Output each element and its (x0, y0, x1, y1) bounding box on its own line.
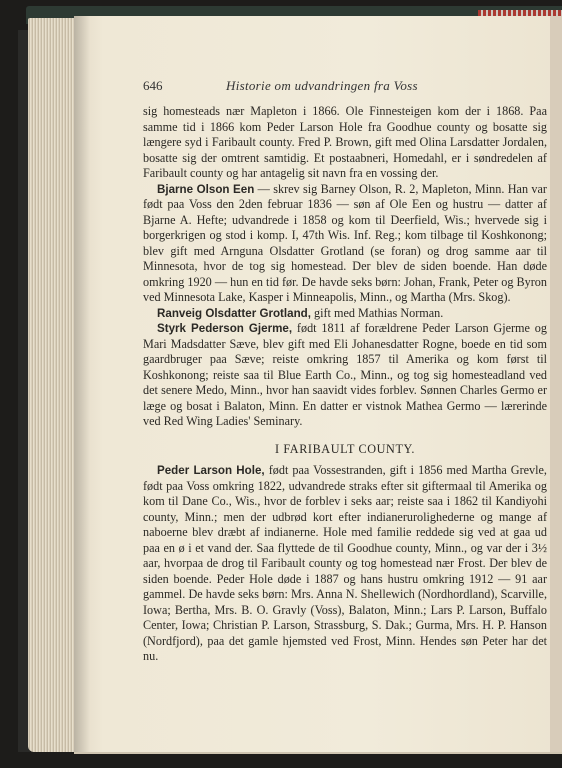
paragraph-text: — skrev sig Barney Olson, R. 2, Mapleton, Minn. Han var født paa Voss den 2den februar 1836 — søn af Ole Een og hustru — datter af Bjarne A. Hefte; udvandrede i 1858 og kom til Deerfield, Wis.; hvervede sig i borgerkrigen og stod i komp. I, 47th Wis. Inf. Reg.; kom tilbage til Koshkonong; blev gift med Arnguna Olsdatter Grotland (se foran) og drog samme aar til Minnesota, hvor de tog sig homestead. Der blev de siden boende. Han døde omkring 1920 — hun en tid før. De havde seks børn: Johan, Frank, Peter og Byron ved Minnesota Lake, Kasper i Minneapolis, Minn., og Martha (Mrs. Skog). (143, 181, 547, 304)
page-number: 646 (143, 78, 163, 93)
paragraph (143, 182, 547, 306)
person-name: Peder Larson Hole, (157, 464, 265, 477)
paragraph-text: født paa Vossestranden, gift i 1856 med Martha Grevle, født paa Voss omkring 1822, udvandrede straks efter sit giftermaal til Amerika og kom til Dane Co., Wis., hvor de forblev i seks aar; reiste saa i 1862 til Kandiyohi county, Minn.; men der udbrød kort efter indianerurolighederne og mange af naboerne blev dræbt af indianerne. Hole med familie reddede sig ved at gaa ud paa en ø i et vand der. Saa flyttede de til Goodhue county, Minn., og var der i 3½ aar, hvorpaa de drog til Faribault county og tog homestead nær Frost. Der blev de siden boende. Peder Hole døde i 1887 og hans hustru omkring 1912 — 91 aar gammel. De havde seks børn: Mrs. Anna N. Shellewich (Nordhordland), Scarville, Iowa; Bertha, Mrs. B. O. Gravly (Voss), Balaton, Minn.; Lars P. Larson, Buffalo Center, Iowa; Christian P. Larson, Strassburg, S. Dak.; Gurma, Mrs. H. P. Hanson (Nordfjord), paa det gamle hjemsted ved Frost, Minn. Hendes søn Peter har det nu. (143, 463, 547, 663)
person-name: Styrk Pederson Gjerme, (157, 322, 293, 335)
paragraph (143, 306, 547, 322)
paragraph (143, 321, 547, 430)
section-title: I FARIBAULT COUNTY. (275, 441, 415, 456)
book-page (74, 16, 562, 754)
page-edges (28, 18, 78, 752)
paragraph (143, 463, 547, 665)
next-page-edge (550, 16, 562, 752)
body-text (143, 104, 547, 665)
paragraph: sig homesteads nær Mapleton i 1866. Ole Finnesteigen kom der i 1868. Paa samme tid i 1866 kom Peder Larson Hole fra Goodhue county og bosatte sig længere syd i Faribault county. Fred P. Brown, gift med Olina Larsdatter Jordalen, bosatte sig der omtrent samtidig. Et postaabneri, Homedahl, er i søndredelen af Faribault county og har antagelig sit navn fra en vossing der. (143, 104, 547, 180)
person-name: Ranveig Olsdatter Grotland, (157, 306, 311, 320)
gutter-shadow (74, 16, 90, 752)
running-title: Historie om udvandringen fra Voss (226, 78, 418, 93)
paragraph-text: født 1811 af forældrene Peder Larson Gjerme og Mari Madsdatter Sæve, blev gift med Eli Johanesdatter Rogne, boede en tid som gaardbruger paa Sæve; reiste omkring 1857 til Amerika og kom først til Koshkonong; reiste saa til Blue Earth Co., Minn., og tog sig homesteadland ved det senere Medo, Minn., hvor han saavidt vides forblev. Sønnen Charles Germo er læge og bosat i Balaton, Minn. En datter er vistnok Mathea Germo — lærerinde ved Red Wing Ladies' Seminary. (143, 321, 547, 428)
person-name: Bjarne Olson Een (157, 182, 255, 196)
paragraph-text: gift med Mathias Norman. (310, 305, 444, 320)
